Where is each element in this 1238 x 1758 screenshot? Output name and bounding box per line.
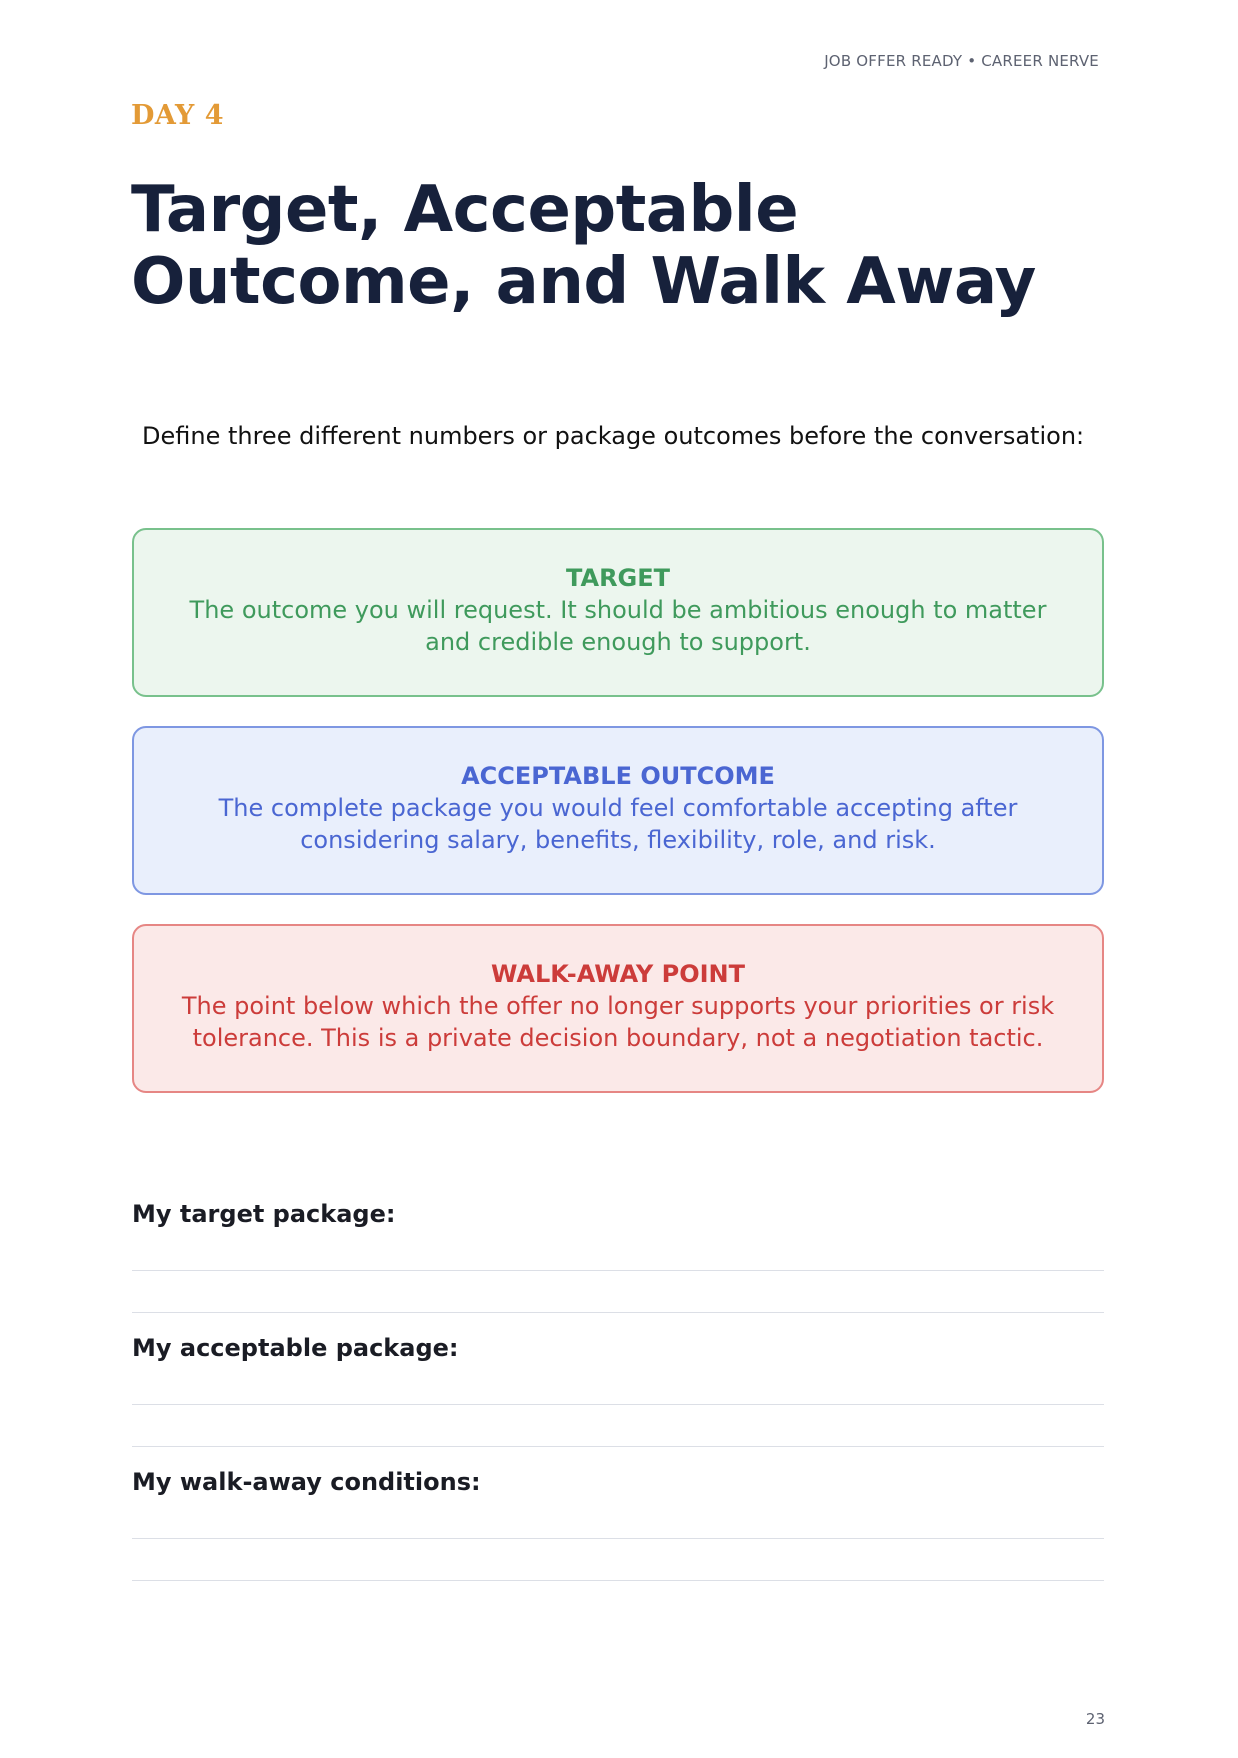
acceptable-outcome-card-text: The complete package you would feel comfortable accepting after considering salary, benefits, flexibility, role, and risk. [218,794,1018,854]
walk-away-card-title: WALK-AWAY POINT [490,960,745,988]
target-card-title: TARGET [565,564,671,592]
walk-away-card-text: The point below which the offer no longer supports your priorities or risk tolerance. This is a private decision boundary, not a negotiation tactic. [181,992,1055,1052]
target-package-line-2[interactable] [132,1312,1104,1313]
running-header: JOB OFFER READY • CAREER NERVE [824,52,1099,70]
walk-away-conditions-line-1[interactable] [132,1538,1104,1539]
intro-text: Define three different numbers or package outcomes before the conversation: [142,422,1085,450]
target-package-line-1[interactable] [132,1270,1104,1271]
walk-away-conditions-line-2[interactable] [132,1580,1104,1581]
acceptable-package-line-1[interactable] [132,1404,1104,1405]
target-card [132,528,1104,697]
target-package-label: My target package: [132,1200,396,1228]
acceptable-package-label: My acceptable package: [132,1334,459,1362]
acceptable-outcome-card-title: ACCEPTABLE OUTCOME [461,762,775,790]
page-number: 23 [1085,1710,1105,1728]
walk-away-card [132,924,1104,1093]
walk-away-conditions-label: My walk-away conditions: [132,1468,481,1496]
acceptable-outcome-card [132,726,1104,895]
page-title: Target, Acceptable Outcome, and Walk Away [131,173,1036,319]
day-label: DAY 4 [131,100,224,131]
acceptable-package-line-2[interactable] [132,1446,1104,1447]
target-card-text: The outcome you will request. It should be ambitious enough to matter and credible enough to support. [189,596,1047,656]
